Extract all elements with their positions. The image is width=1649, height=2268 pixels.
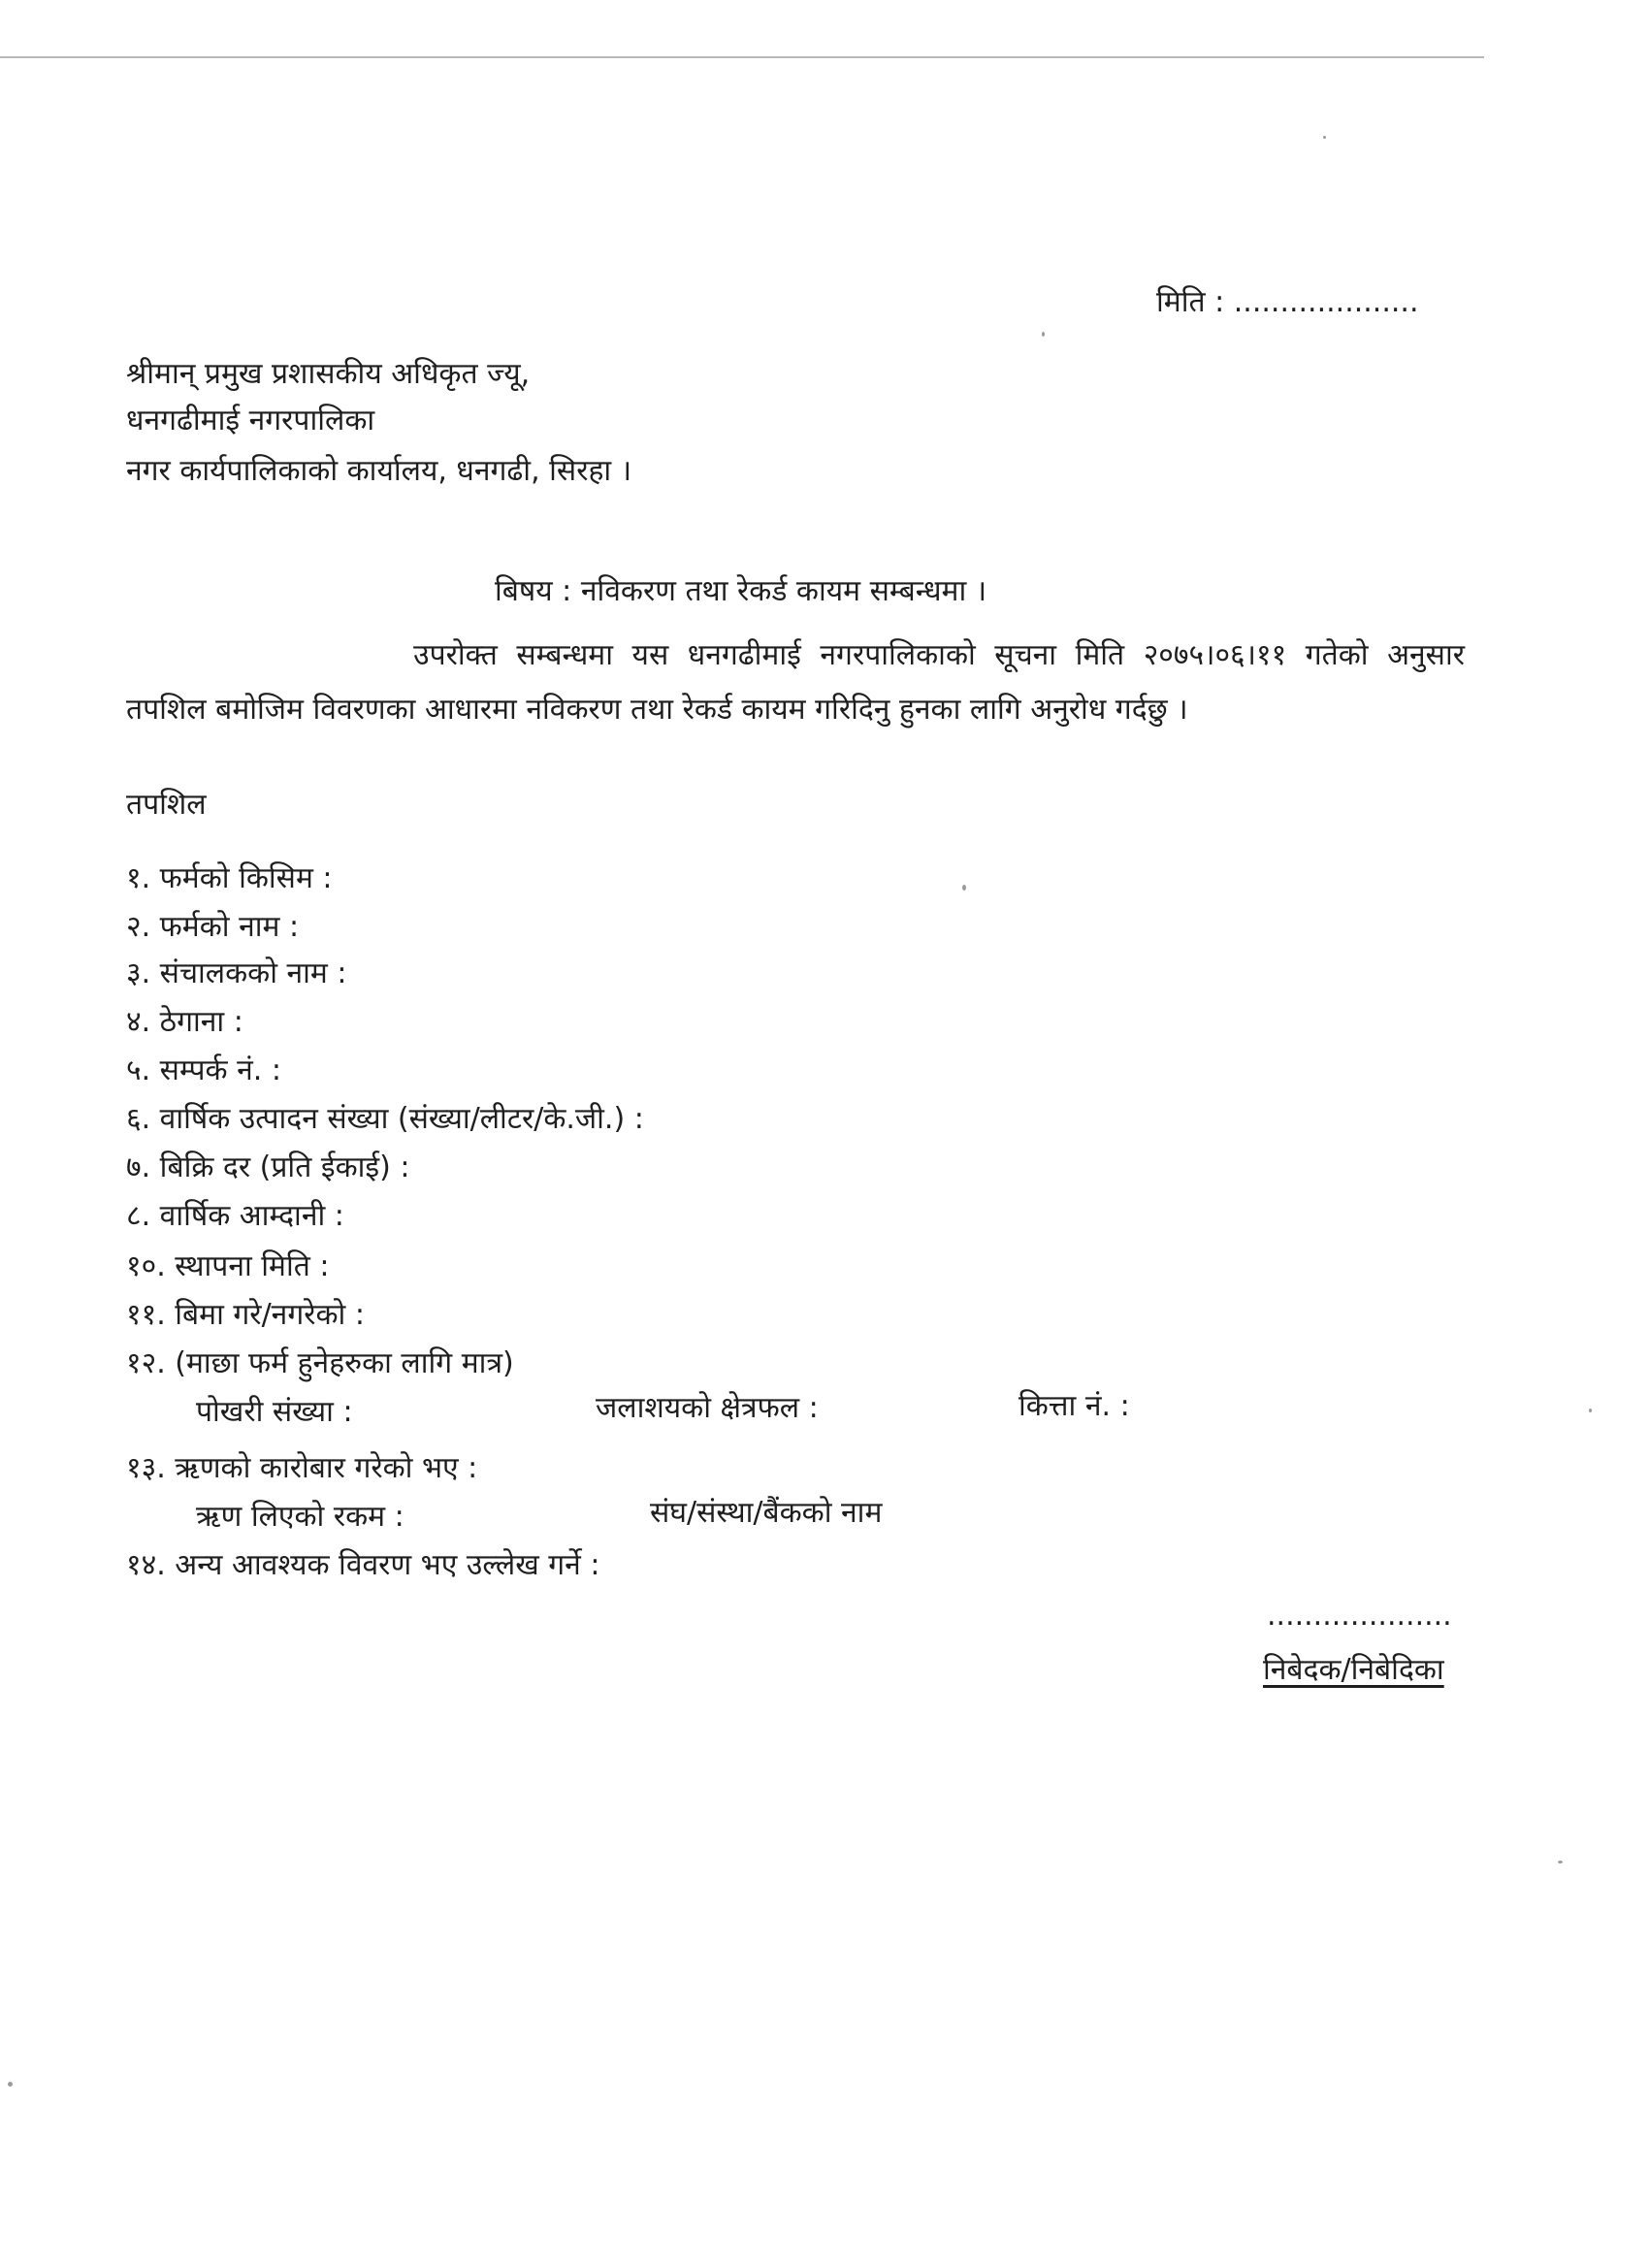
item-operator-name: ३. संचालकको नाम : xyxy=(126,956,347,990)
item-plot-number: कित्ता नं. : xyxy=(1018,1389,1130,1423)
signature-dots: .................... xyxy=(1267,1599,1452,1633)
applicant-label: निबेदक/निबेदिका xyxy=(1263,1653,1444,1687)
scan-speck xyxy=(1042,332,1045,337)
scan-speck xyxy=(1323,136,1326,139)
item-lending-institution: संघ/संस्था/बैंकको नाम xyxy=(650,1496,883,1530)
scan-speck xyxy=(1558,1861,1563,1863)
recipient-title: श्रीमान् प्रमुख प्रशासकीय अधिकृत ज्यू, xyxy=(126,357,531,391)
item-loan-amount: ऋण लिएको रकम : xyxy=(196,1500,404,1534)
item-contact-number: ५. सम्पर्क नं. : xyxy=(126,1053,281,1087)
item-sale-rate: ७. बिक्रि दर (प्रति ईकाई) : xyxy=(126,1150,410,1184)
item-establishment-date: १०. स्थापना मिति : xyxy=(126,1249,330,1283)
item-other-details: १४. अन्य आवश्यक विवरण भए उल्लेख गर्ने : xyxy=(126,1548,600,1582)
tapashil-heading: तपशिल xyxy=(126,788,207,822)
recipient-office-address: नगर कार्यपालिकाको कार्यालय, धनगढी, सिरहा । xyxy=(126,454,632,488)
item-reservoir-area: जलाशयको क्षेत्रफल : xyxy=(596,1391,819,1425)
item-fish-farm-heading: १२. (माछा फर्म हुनेहरुका लागि मात्र) xyxy=(126,1346,514,1380)
subject-line: बिषय : नविकरण तथा रेकर्ड कायम सम्बन्धमा । xyxy=(495,574,987,608)
item-pond-count: पोखरी संख्या : xyxy=(196,1395,353,1429)
body-paragraph-line-1: उपरोक्त सम्बन्धमा यस धनगढीमाई नगरपालिकाको सूचना मिति २०७५।०६।११ गतेको अनुसार xyxy=(413,638,1465,672)
item-loan-heading: १३. ऋणको कारोबार गरेको भए : xyxy=(126,1451,478,1485)
item-firm-type: १. फर्मको किसिम : xyxy=(126,861,333,895)
body-paragraph-line-2: तपशिल बमोजिम विवरणका आधारमा नविकरण तथा रेकर्ड कायम गरिदिनु हुनका लागि अनुरोध गर्दछु । xyxy=(126,693,1188,727)
scan-page-edge xyxy=(0,56,1484,58)
recipient-municipality: धनगढीमाई नगरपालिका xyxy=(126,404,375,437)
scan-speck xyxy=(1589,1409,1592,1412)
date-line: मिति : .................... xyxy=(1156,285,1419,319)
item-annual-income: ८. वार्षिक आम्दानी : xyxy=(126,1199,344,1233)
item-insurance-status: ११. बिमा गरे/नगरेको : xyxy=(126,1298,365,1332)
item-annual-production: ६. वार्षिक उत्पादन संख्या (संख्या/लीटर/के.जी.) : xyxy=(126,1102,644,1136)
item-address: ४. ठेगाना : xyxy=(126,1005,243,1039)
scan-speck xyxy=(962,885,966,891)
item-firm-name: २. फर्मको नाम : xyxy=(126,910,300,944)
scan-speck xyxy=(8,2082,13,2087)
